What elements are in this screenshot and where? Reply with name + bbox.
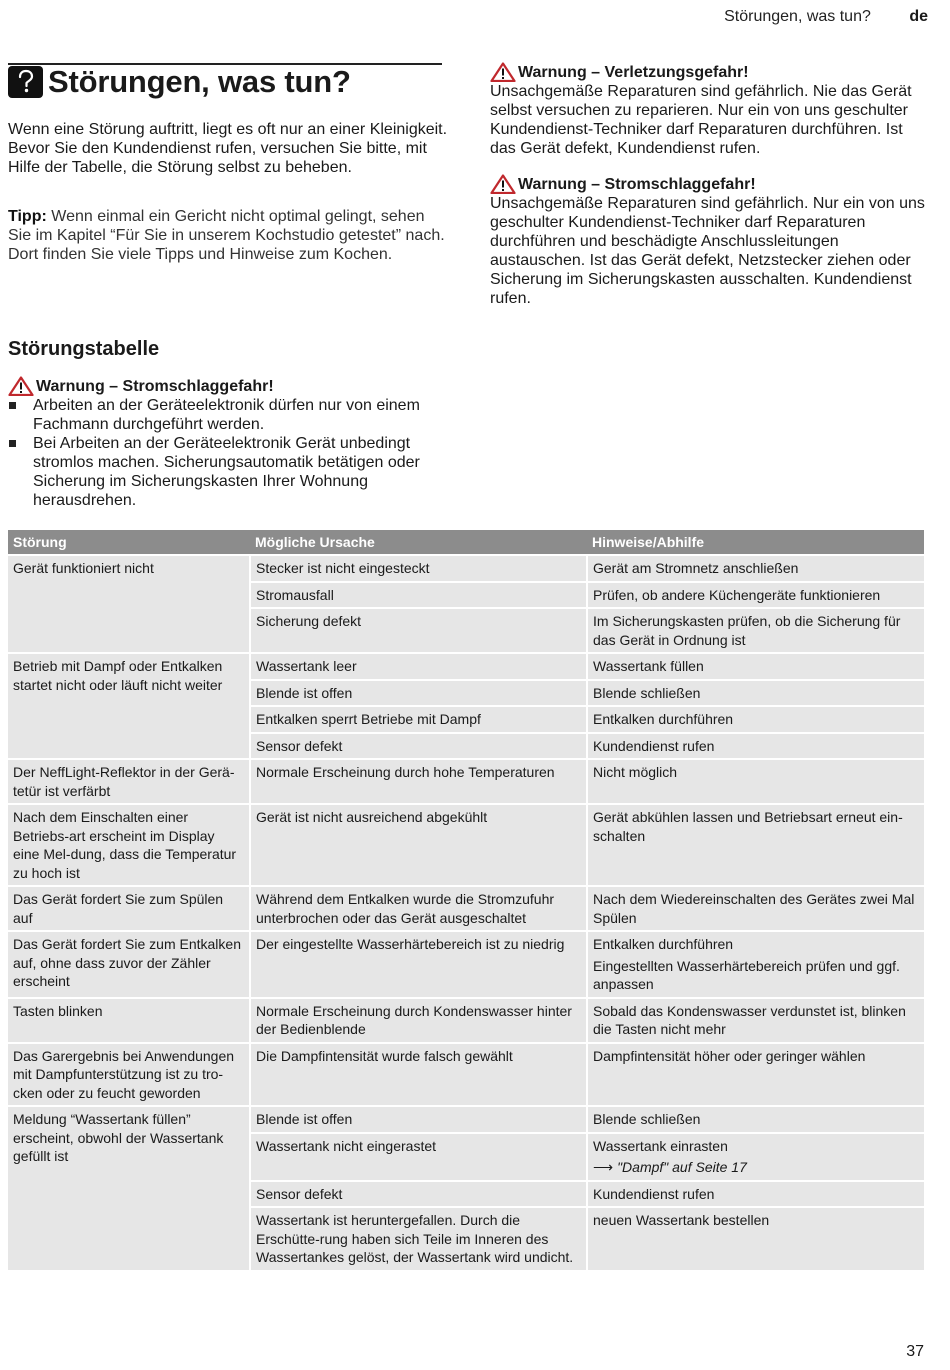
remedy-text: Gerät abkühlen lassen und Betriebsart erneut ein-schalten — [593, 809, 903, 844]
warning-injury-title — [490, 62, 930, 82]
remedy-text: Prüfen, ob andere Küchengeräte funktionieren — [593, 586, 881, 603]
remedy-cell — [587, 653, 924, 680]
table-warning-title — [8, 376, 448, 396]
table-row — [8, 804, 924, 886]
remedy-cell — [587, 555, 924, 582]
table-row — [8, 886, 924, 931]
page-number: 37 — [906, 1343, 924, 1360]
cause-cell: Wassertank ist heruntergefallen. Durch die Erschütte-rung haben sich Teile im Inneren des Wassertankes gelöst, der Wassertank wird undicht. — [250, 1207, 587, 1270]
table-row — [8, 555, 924, 582]
remedy-cell — [587, 931, 924, 998]
header-section-title: Störungen, was tun? — [724, 8, 871, 25]
intro-paragraph: Wenn eine Störung auftritt, liegt es oft nur an einer Kleinigkeit. Bevor Sie den Kundendienst rufen, versuchen Sie bitte, mit Hilfe der Tabelle, die Störung selbst zu beheben. — [8, 121, 448, 176]
remedy-cell — [587, 804, 924, 886]
section-heading: Störungstabelle — [8, 338, 160, 360]
cause-cell: Normale Erscheinung durch hohe Temperaturen — [250, 759, 587, 804]
fault-cell: Der NeffLight-Reflektor in der Gerä-tetür ist verfärbt — [8, 759, 250, 804]
remedy-cell — [587, 998, 924, 1043]
warning-bullet-list — [8, 396, 448, 510]
remedy-cell — [587, 706, 924, 733]
header-language: de — [909, 8, 928, 25]
cause-cell: Der eingestellte Wasserhärtebereich ist zu niedrig — [250, 931, 587, 998]
column-header-remedy: Hinweise/Abhilfe — [587, 530, 924, 555]
arrow-right-icon: ⟶ — [593, 1159, 614, 1175]
running-header — [724, 8, 928, 26]
fault-table — [8, 530, 924, 1270]
page-title: Störungen, was tun? — [48, 64, 351, 99]
remedy-cell — [587, 608, 924, 653]
warning-injury-text: Unsachgemäße Reparaturen sind gefährlich. Nie das Gerät selbst versuchen zu reparieren. Nur ein von uns geschulter Kundendienst-Techniker darf Reparaturen durchführen. Ist das Gerät defekt, Kundendienst rufen. — [490, 83, 912, 157]
table-section-warning — [8, 376, 448, 510]
cause-cell: Sicherung defekt — [250, 608, 587, 653]
remedy-cell — [587, 1181, 924, 1208]
page-title-block — [8, 64, 351, 100]
cause-cell: Entkalken sperrt Betriebe mit Dampf — [250, 706, 587, 733]
warning-injury-title-text: Warnung – Verletzungsgefahr! — [518, 63, 749, 81]
table-row — [8, 1043, 924, 1107]
warning-triangle-icon — [490, 62, 516, 82]
cause-cell: Während dem Entkalken wurde die Stromzufuhr unterbrochen oder das Gerät ausgeschaltet — [250, 886, 587, 931]
cause-cell: Blende ist offen — [250, 680, 587, 707]
remedy-text: Wassertank füllen — [593, 658, 704, 674]
warning-shock — [490, 174, 930, 308]
remedy-text: Gerät am Stromnetz anschließen — [593, 560, 799, 576]
page-reference-link[interactable] — [593, 1158, 919, 1177]
warning-injury — [490, 62, 930, 158]
fault-cell: Das Garergebnis bei Anwendungen mit Dampfunterstützung ist zu tro-cken oder zu feucht geworden — [8, 1043, 250, 1107]
remedy-text: Entkalken durchführen — [593, 936, 734, 952]
cause-cell: Blende ist offen — [250, 1106, 587, 1133]
remedy-text: Im Sicherungskasten prüfen, ob die Sicherung für das Gerät in Ordnung ist — [593, 613, 901, 648]
table-row — [8, 1106, 924, 1133]
remedy-cell — [587, 733, 924, 760]
cause-cell: Stromausfall — [250, 582, 587, 609]
cause-cell: Sensor defekt — [250, 1181, 587, 1208]
fault-cell: Betrieb mit Dampf oder Entkalken startet nicht oder läuft nicht weiter — [8, 653, 250, 759]
remedy-text: Nach dem Wiedereinschalten des Gerätes zwei Mal Spülen — [593, 891, 915, 926]
table-row — [8, 998, 924, 1043]
remedy-cell — [587, 582, 924, 609]
table-row — [8, 653, 924, 680]
warning-shock-text: Unsachgemäße Reparaturen sind gefährlich. Nur ein von uns geschulter Kundendienst-Techniker darf Reparaturen durchführen und beschädigte Anschlussleitungen austauschen. Ist das Gerät defekt, Netzstecker ziehen oder Sicherung im Sicherungskasten ausschalten. Kundendienst rufen. — [490, 195, 925, 307]
fault-cell: Tasten blinken — [8, 998, 250, 1043]
remedy-text: Kundendienst rufen — [593, 737, 715, 754]
fault-cell: Das Gerät fordert Sie zum Entkalken auf, ohne dass zuvor der Zähler erscheint — [8, 931, 250, 998]
remedy-text: Wassertank einrasten — [593, 1137, 728, 1154]
tip-label: Tipp: — [8, 208, 47, 225]
remedy-text: neuen Wassertank bestellen — [593, 1212, 770, 1228]
list-item: Arbeiten an der Geräteelektronik dürfen nur von einem Fachmann durchgeführt werden. — [8, 396, 448, 434]
tip-paragraph — [8, 207, 448, 264]
fault-cell: Meldung “Wassertank füllen” erscheint, obwohl der Wassertank gefüllt ist — [8, 1106, 250, 1270]
cause-cell: Stecker ist nicht eingesteckt — [250, 555, 587, 582]
fault-cell: Nach dem Einschalten einer Betriebs-art erscheint im Display eine Mel-dung, dass die Temperatur zu hoch ist — [8, 804, 250, 886]
column-header-cause: Mögliche Ursache — [250, 530, 587, 555]
remedy-cell — [587, 1106, 924, 1133]
warning-shock-title-text: Warnung – Stromschlaggefahr! — [518, 175, 756, 193]
cause-cell: Normale Erscheinung durch Kondenswasser hinter der Bedienblende — [250, 998, 587, 1043]
cause-cell: Die Dampfintensität wurde falsch gewählt — [250, 1043, 587, 1107]
tip-text: Wenn einmal ein Gericht nicht optimal gelingt, sehen Sie im Kapitel “Für Sie in unserem Kochstudio getestet” nach. Dort finden Sie viele Tipps und Hinweise zum Kochen. — [8, 208, 445, 263]
remedy-cell — [587, 680, 924, 707]
remedy-text: Entkalken durchführen — [593, 711, 734, 727]
remedy-text: Blende schließen — [593, 684, 701, 701]
fault-cell: Das Gerät fordert Sie zum Spülen auf — [8, 886, 250, 931]
page-reference-text: "Dampf" auf Seite 17 — [617, 1159, 747, 1175]
remedy-text: Dampfintensität höher oder geringer wählen — [593, 1047, 866, 1064]
cause-cell: Gerät ist nicht ausreichend abgekühlt — [250, 804, 587, 886]
remedy-text: Kundendienst rufen — [593, 1185, 715, 1202]
warning-shock-title — [490, 174, 930, 194]
cause-cell: Wassertank leer — [250, 653, 587, 680]
remedy-text: Eingestellten Wasserhärtebereich prüfen und ggf. anpassen — [593, 957, 900, 992]
remedy-cell — [587, 1133, 924, 1181]
column-header-fault: Störung — [8, 530, 250, 555]
table-header-row — [8, 530, 924, 555]
remedy-cell — [587, 759, 924, 804]
table-body — [8, 555, 924, 1270]
remedy-cell — [587, 1207, 924, 1270]
cause-cell: Wassertank nicht eingerastet — [250, 1133, 587, 1181]
warning-triangle-icon — [8, 376, 34, 396]
cause-cell: Sensor defekt — [250, 733, 587, 760]
table-row — [8, 759, 924, 804]
table-row — [8, 931, 924, 998]
remedy-cell — [587, 1043, 924, 1107]
remedy-cell — [587, 886, 924, 931]
table-warning-title-text: Warnung – Stromschlaggefahr! — [36, 377, 274, 395]
question-mark-icon — [8, 66, 43, 98]
remedy-text: Nicht möglich — [593, 764, 678, 780]
list-item: Bei Arbeiten an der Geräteelektronik Gerät unbedingt stromlos machen. Sicherungsautomatik betätigen oder Sicherung im Sicherungskasten Ihrer Wohnung herausdrehen. — [8, 434, 448, 510]
fault-cell: Gerät funktioniert nicht — [8, 555, 250, 653]
remedy-text: Blende schließen — [593, 1111, 701, 1127]
warning-triangle-icon — [490, 174, 516, 194]
remedy-text: Sobald das Kondenswasser verdunstet ist, blinken die Tasten nicht mehr — [593, 1002, 906, 1037]
